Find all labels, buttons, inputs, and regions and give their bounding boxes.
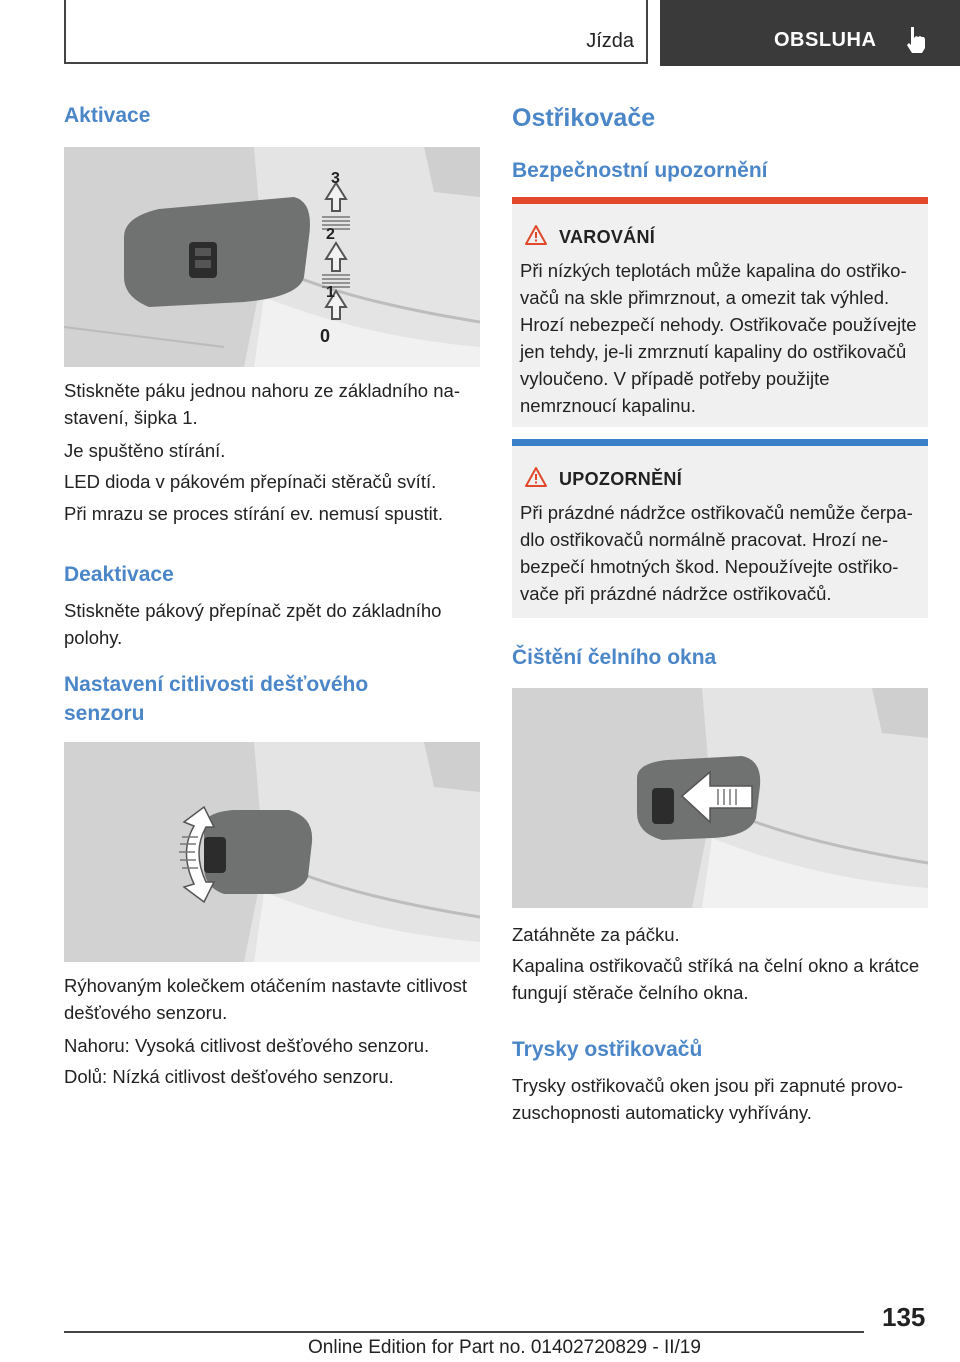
warning-text: Při nízkých teplotách může kapalina do ostřikovačů na skle přimrznout, a omezit tak výhled. Hrozí nebezpečí nehody. Ostřikovače používejte jen tehdy, je-li zmrznutí kapaliny do ostřikovačů vyloučeno. V případě potřeby použijte nemrznoucí kapalinu. bbox=[520, 260, 917, 416]
header-section-label: OBSLUHA bbox=[774, 29, 877, 51]
notice-triangle-icon bbox=[524, 466, 548, 488]
heading-deaktivace: Deaktivace bbox=[64, 563, 174, 586]
text-nastaveni-3: Dolů: Nízká citlivost dešťového senzoru. bbox=[64, 1066, 394, 1087]
heading-cisteni-celniho-okna: Čištění čelního okna bbox=[512, 646, 717, 669]
notice-title: UPOZORNĚNÍ bbox=[559, 469, 683, 489]
header-chapter: Jízda bbox=[586, 30, 634, 52]
text-cisteni-1: Zatáhněte za páčku. bbox=[512, 924, 680, 945]
text-aktivace-4: Při mrazu se proces stírání ev. nemusí spustit. bbox=[64, 503, 444, 524]
warning-box bbox=[512, 197, 928, 427]
pointing-hand-icon bbox=[900, 24, 932, 56]
figure1-label-2: 2 bbox=[326, 226, 335, 243]
notice-text: Při prázdné nádržce ostřikovačů nemůže čerpadlo ostřikovačů normálně pracovat. Hrozí nebezpečí hmotných škod. Nepoužívejte ostřikovače při prázdné nádržce ostřikovačů. bbox=[520, 502, 913, 604]
notice-rule bbox=[512, 439, 928, 446]
footer-edition: Online Edition for Part no. 01402720829 - II/19 bbox=[308, 1337, 701, 1358]
footer-rule bbox=[64, 1331, 864, 1333]
text-aktivace-3: LED dioda v pákovém přepínači stěračů svítí. bbox=[64, 471, 437, 492]
heading-aktivace: Aktivace bbox=[64, 104, 151, 127]
heading-nastaveni-line1: Nastavení citlivosti dešťového bbox=[64, 673, 369, 696]
warning-title: VAROVÁNÍ bbox=[559, 227, 656, 247]
text-nastaveni-1: Rýhovaným kolečkem otáčením nastavte citlivost dešťového senzoru. bbox=[64, 975, 468, 1023]
header-frame bbox=[64, 0, 648, 64]
text-cisteni-2: Kapalina ostřikovačů stříká na čelní okno a krátce fungují stěrače čelního okna. bbox=[512, 955, 920, 1003]
text-trysky: Trysky ostřikovačů oken jsou při zapnuté provozuschopnosti automaticky vyhřívány. bbox=[512, 1075, 904, 1123]
text-aktivace-1: Stiskněte páku jednou nahoru ze základního nastavení, šipka 1. bbox=[64, 380, 460, 428]
notice-box bbox=[512, 439, 928, 618]
heading-bezpecnostni-upozorneni: Bezpečnostní upozornění bbox=[512, 159, 768, 182]
heading-ostrikovace: Ostřikovače bbox=[512, 104, 656, 132]
page-number: 135 bbox=[882, 1302, 926, 1332]
figure-wiper-lever-positions bbox=[64, 147, 480, 367]
warning-triangle-icon bbox=[524, 224, 548, 246]
heading-nastaveni-line2: senzoru bbox=[64, 702, 145, 725]
figure1-label-3: 3 bbox=[331, 170, 340, 187]
figure1-label-0: 0 bbox=[320, 326, 331, 346]
figure-rain-sensor-wheel bbox=[64, 742, 480, 962]
header-section-tab bbox=[660, 0, 960, 66]
figure-windshield-cleaning bbox=[512, 688, 928, 908]
text-deaktivace: Stiskněte pákový přepínač zpět do základního polohy. bbox=[64, 600, 442, 648]
warning-rule bbox=[512, 197, 928, 204]
text-nastaveni-2: Nahoru: Vysoká citlivost dešťového senzoru. bbox=[64, 1035, 430, 1056]
text-aktivace-2: Je spuštěno stírání. bbox=[64, 440, 226, 461]
figure1-label-1: 1 bbox=[326, 284, 335, 301]
heading-trysky-ostrikovacu: Trysky ostřikovačů bbox=[512, 1038, 703, 1061]
